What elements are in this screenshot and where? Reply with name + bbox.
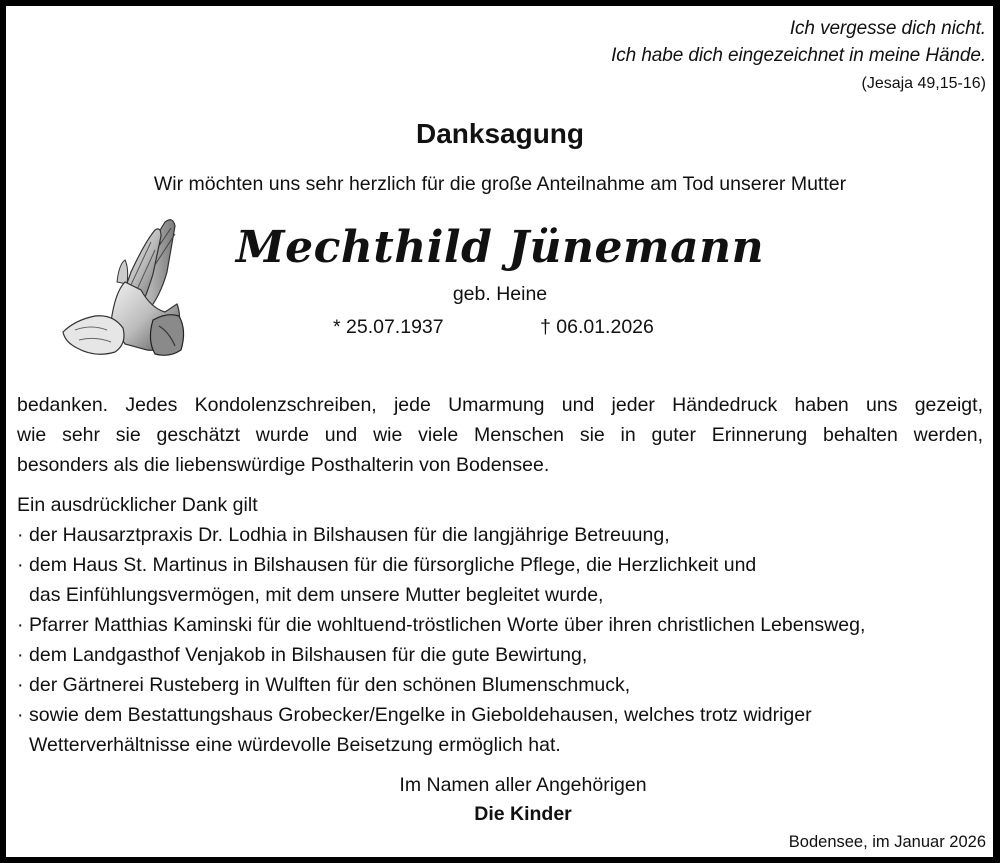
signature: Die Kinder — [474, 803, 572, 825]
birth-date: * 25.07.1937 — [333, 316, 444, 338]
place-date: Bodensee, im Januar 2026 — [788, 833, 986, 851]
death-date: † 06.01.2026 — [540, 316, 654, 338]
thanks-heading: Ein ausdrücklicher Dank gilt — [17, 494, 258, 516]
motto-reference: (Jesaja 49,15-16) — [861, 75, 986, 92]
list-item-text: der Gärtnerei Rusteberg in Wulften für den schönen Blumenschmuck, — [29, 674, 631, 696]
maiden-name: geb. Heine — [452, 283, 548, 305]
paragraph-line: bedanken. Jedes Kondolenzschreiben, jede Umarmung und jeder Händedruck haben uns gezeigt, — [17, 394, 983, 416]
bullet-icon: · — [17, 614, 24, 636]
list-item — [17, 610, 865, 640]
thanks-paragraph — [17, 390, 983, 480]
motto-line-2: Ich habe dich eingezeichnet in meine Hände. — [611, 45, 986, 66]
list-item-text: der Hausarztpraxis Dr. Lodhia in Bilshausen für die langjährige Betreuung, — [29, 524, 670, 546]
list-item-text: Pfarrer Matthias Kaminski für die wohltuend-tröstlichen Worte über ihren christlichen Lebensweg, — [29, 614, 866, 636]
intro-text: Wir möchten uns sehr herzlich für die große Anteilnahme am Tod unserer Mutter — [153, 173, 847, 195]
bullet-icon: · — [17, 644, 24, 666]
list-item — [17, 700, 865, 730]
list-item — [17, 640, 865, 670]
paragraph-line: wie sehr sie geschätzt wurde und wie viele Menschen sie in guter Erinnerung behalten werden, — [17, 424, 983, 446]
list-item — [17, 670, 865, 700]
paragraph-line: besonders als die liebenswürdige Posthalterin von Bodensee. — [17, 454, 550, 476]
motto-line-1: Ich vergesse dich nicht. — [789, 18, 986, 39]
list-item-text: sowie dem Bestattungshaus Grobecker/Engelke in Gieboldehausen, welches trotz widriger — [29, 704, 812, 726]
bullet-icon: · — [17, 554, 24, 576]
closing-text: Im Namen aller Angehörigen — [399, 774, 647, 796]
list-item — [17, 550, 865, 580]
bullet-icon: · — [17, 524, 24, 546]
bullet-icon: · — [17, 704, 24, 726]
list-item — [17, 520, 865, 550]
list-item-continuation: Wetterverhältnisse eine würdevolle Beisetzung ermöglich hat. — [29, 734, 561, 756]
bullet-icon: · — [17, 674, 24, 696]
deceased-name: Mechthild Jünemann — [235, 222, 765, 273]
page-title: Danksagung — [415, 118, 585, 149]
list-item-text: dem Haus St. Martinus in Bilshausen für die fürsorgliche Pflege, die Herzlichkeit und — [29, 554, 757, 576]
thanks-list — [17, 490, 865, 760]
list-item-text: dem Landgasthof Venjakob in Bilshausen für die gute Bewirtung, — [29, 644, 588, 666]
list-item-continuation: das Einfühlungsvermögen, mit dem unsere Mutter begleitet wurde, — [29, 584, 604, 606]
